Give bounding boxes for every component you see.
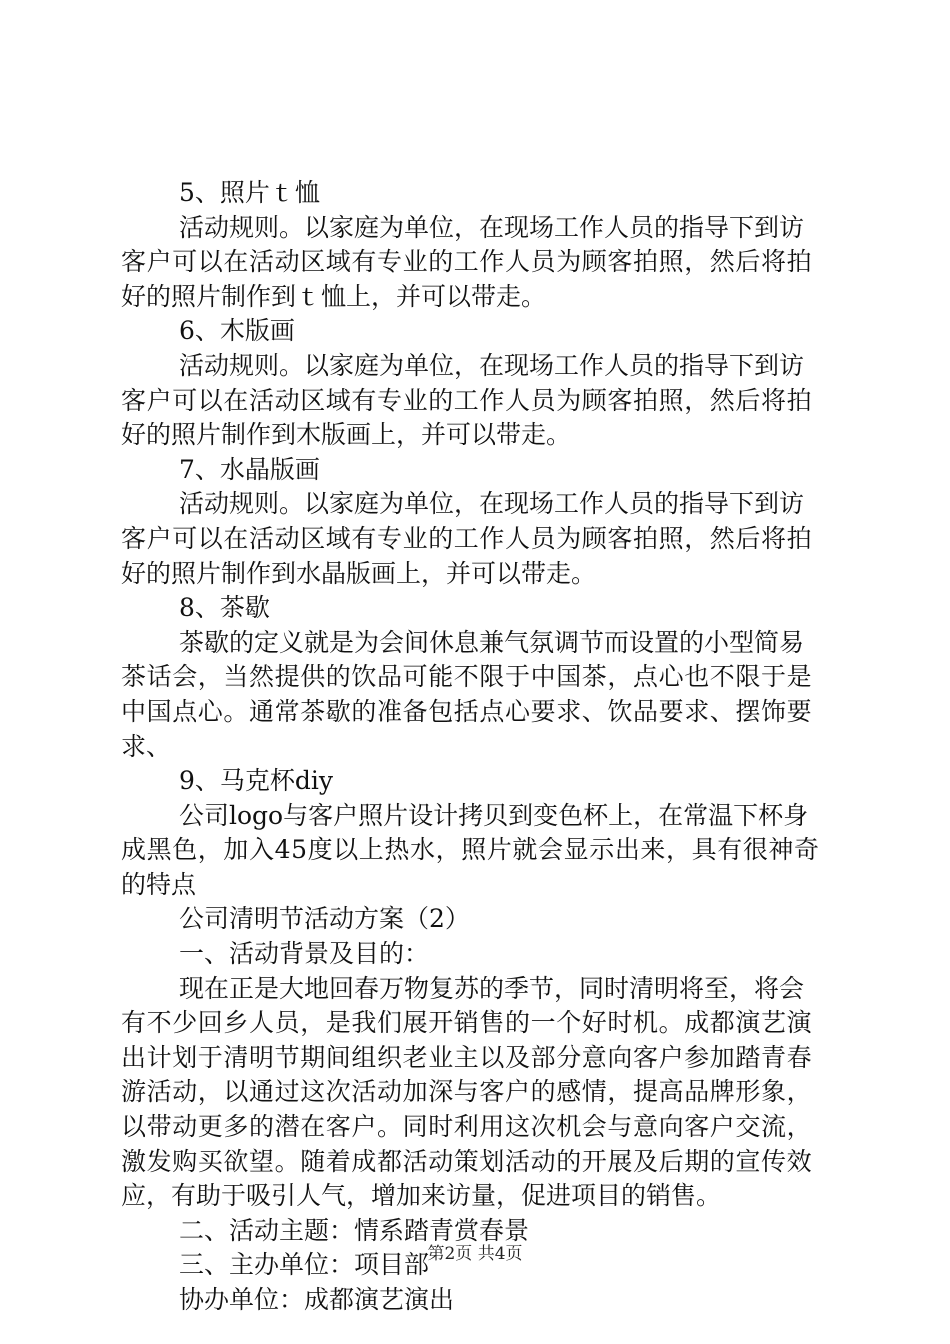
paragraph-line: 客户可以在活动区域有专业的工作人员为顾客拍照，然后将拍 xyxy=(121,385,813,415)
paragraph-line: 好的照片制作到木版画上，并可以带走。 xyxy=(121,420,572,450)
co-organizer-line: 协办单位：成都演艺演出 xyxy=(179,1285,455,1314)
section-heading-background: 一、活动背景及目的： xyxy=(179,939,430,969)
paragraph-line: 客户可以在活动区域有专业的工作人员为顾客拍照，然后将拍 xyxy=(121,247,813,277)
section-heading-mug-diy: 9、马克杯diy xyxy=(179,766,334,796)
paragraph-line: 出计划于清明节期间组织老业主以及部分意向客户参加踏青春 xyxy=(121,1042,813,1072)
paragraph-line: 好的照片制作到水晶版画上，并可以带走。 xyxy=(121,558,597,588)
paragraph-line: 活动规则。以家庭为单位，在现场工作人员的指导下到访 xyxy=(179,350,805,380)
paragraph-line: 公司logo与客户照片设计拷贝到变色杯上，在常温下杯身 xyxy=(179,800,809,830)
paragraph-line: 现在正是大地回春万物复苏的季节，同时清明将至，将会 xyxy=(179,973,805,1003)
paragraph-line: 茶歇的定义就是为会间休息兼气氛调节而设置的小型简易 xyxy=(179,627,805,657)
document-body xyxy=(121,176,831,1318)
section-heading-photo-tshirt: 5、照片ｔ恤 xyxy=(179,178,320,207)
paragraph-line: 茶话会，当然提供的饮品可能不限于中国茶，点心也不限于是 xyxy=(121,662,813,692)
paragraph-line: 应，有助于吸引人气，增加来访量，促进项目的销售。 xyxy=(121,1181,722,1211)
section-heading-organizer: 三、主办单位：项目部 xyxy=(179,1250,430,1280)
paragraph-line: 中国点心。通常茶歇的准备包括点心要求、饮品要求、摆饰要 xyxy=(121,696,813,726)
paragraph-line: 以带动更多的潜在客户。同时利用这次机会与意向客户交流， xyxy=(121,1112,813,1142)
document-subtitle: 公司清明节活动方案（2） xyxy=(179,904,470,934)
paragraph-line: 好的照片制作到ｔ恤上，并可以带走。 xyxy=(121,281,547,311)
section-heading-crystal-print: 7、水晶版画 xyxy=(179,454,320,484)
section-heading-woodcut: 6、木版画 xyxy=(179,316,295,346)
section-heading-tea-break: 8、茶歇 xyxy=(179,593,270,623)
paragraph-line: 活动规则。以家庭为单位，在现场工作人员的指导下到访 xyxy=(179,489,805,519)
paragraph-line: 客户可以在活动区域有专业的工作人员为顾客拍照，然后将拍 xyxy=(121,523,813,553)
paragraph-line: 激发购买欲望。随着成都活动策划活动的开展及后期的宣传效 xyxy=(121,1146,813,1176)
section-heading-theme: 二、活动主题：情系踏青赏春景 xyxy=(179,1215,530,1245)
paragraph-line: 有不少回乡人员，是我们展开销售的一个好时机。成都演艺演 xyxy=(121,1008,813,1038)
paragraph-line: 成黑色，加入45度以上热水，照片就会显示出来，具有很神奇 xyxy=(121,835,820,865)
paragraph-line: 游活动，以通过这次活动加深与客户的感情，提高品牌形象， xyxy=(121,1077,813,1107)
paragraph-line: 的特点 xyxy=(121,869,197,899)
page-footer: 第2页 共4页 xyxy=(427,1244,523,1264)
paragraph-line: 求、 xyxy=(121,731,172,761)
paragraph-line: 活动规则。以家庭为单位，在现场工作人员的指导下到访 xyxy=(179,212,805,242)
